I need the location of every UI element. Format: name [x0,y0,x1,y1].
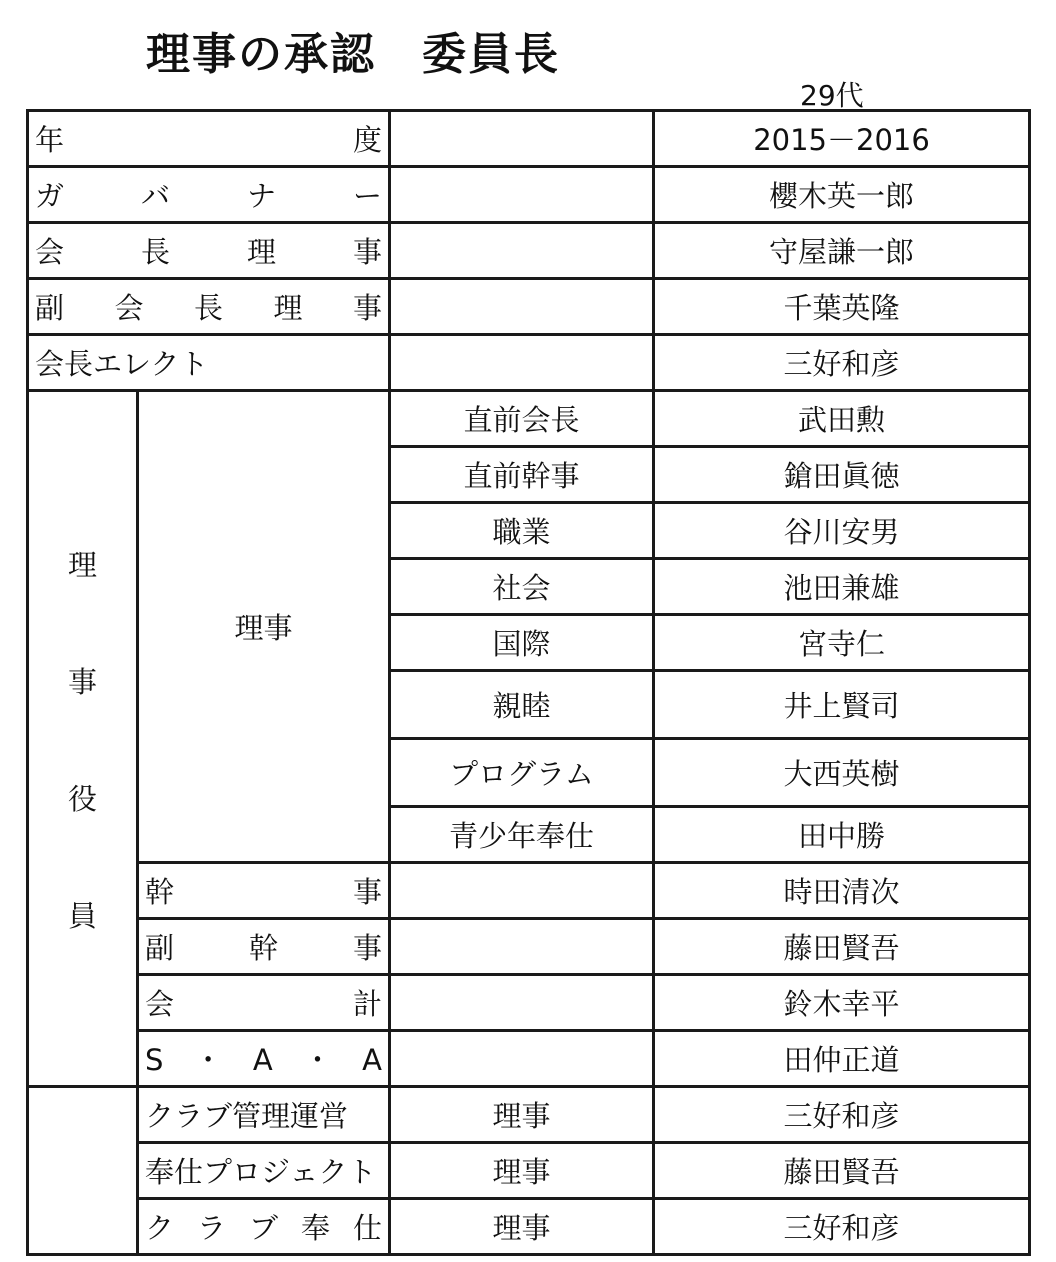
year-value: 2015－2016 [654,111,1030,167]
year-label: 年 度 [28,111,390,167]
empty-cell [390,223,654,279]
empty-cell [390,335,654,391]
committee-role: 理事 [390,1199,654,1255]
committee-label: クラブ管理運営 [138,1087,390,1143]
person-name: 宮寺仁 [654,615,1030,671]
directors-label: 理事 [138,391,390,863]
empty-cell [390,279,654,335]
group-char: 役 [67,781,97,816]
director-role: プログラム [390,739,654,807]
table-row [28,919,1030,975]
empty-cell [390,111,654,167]
empty-cell [390,167,654,223]
person-name: 大西英樹 [654,739,1030,807]
director-role: 国際 [390,615,654,671]
table-row [28,1031,1030,1087]
person-name: 時田清次 [654,863,1030,919]
empty-cell [28,1087,138,1255]
person-name: 田仲正道 [654,1031,1030,1087]
row-label: 会 長 理 事 [28,223,390,279]
row-label: ガ バ ナ ー [28,167,390,223]
person-name: 三好和彦 [654,1087,1030,1143]
row-label: 副 会 長 理 事 [28,279,390,335]
table-row [28,863,1030,919]
director-role: 青少年奉仕 [390,807,654,863]
table-row [28,1199,1030,1255]
officer-label: 幹 事 [138,863,390,919]
person-name: 武田勲 [654,391,1030,447]
group-char: 員 [67,898,97,933]
person-name: 藤田賢吾 [654,1143,1030,1199]
person-name: 井上賢司 [654,671,1030,739]
group-char: 理 [67,547,97,582]
table-row [28,391,1030,447]
person-name: 櫻木英一郎 [654,167,1030,223]
committee-role: 理事 [390,1087,654,1143]
director-role: 直前会長 [390,391,654,447]
officer-label: 会 計 [138,975,390,1031]
empty-cell [390,919,654,975]
empty-cell [390,1031,654,1087]
group-char: 事 [67,664,97,699]
row-label: 会長エレクト [28,335,390,391]
table-row [28,1087,1030,1143]
director-role: 直前幹事 [390,447,654,503]
director-role: 職業 [390,503,654,559]
table-row [28,975,1030,1031]
empty-cell [390,975,654,1031]
person-name: 谷川安男 [654,503,1030,559]
person-name: 鈴木幸平 [654,975,1030,1031]
officers-group-label [28,391,138,1087]
committee-label: 奉仕プロジェクト [138,1143,390,1199]
person-name: 三好和彦 [654,1199,1030,1255]
person-name: 鎗田眞徳 [654,447,1030,503]
person-name: 池田兼雄 [654,559,1030,615]
officer-label: 副 幹 事 [138,919,390,975]
document-title: 理事の承認 委員長 [146,29,560,80]
table-row [28,1143,1030,1199]
person-name: 田中勝 [654,807,1030,863]
director-role: 親睦 [390,671,654,739]
empty-cell [390,863,654,919]
term-label: 29代 [800,79,864,112]
table-row [28,223,1030,279]
director-role: 社会 [390,559,654,615]
table-row [28,167,1030,223]
officer-label: S ・ A ・ A [138,1031,390,1087]
person-name: 千葉英隆 [654,279,1030,335]
person-name: 藤田賢吾 [654,919,1030,975]
committee-role: 理事 [390,1143,654,1199]
person-name: 三好和彦 [654,335,1030,391]
officers-table [26,109,1031,1256]
committee-label: ク ラ ブ 奉 仕 [138,1199,390,1255]
table-row [28,335,1030,391]
table-row [28,111,1030,167]
person-name: 守屋謙一郎 [654,223,1030,279]
table-row [28,279,1030,335]
